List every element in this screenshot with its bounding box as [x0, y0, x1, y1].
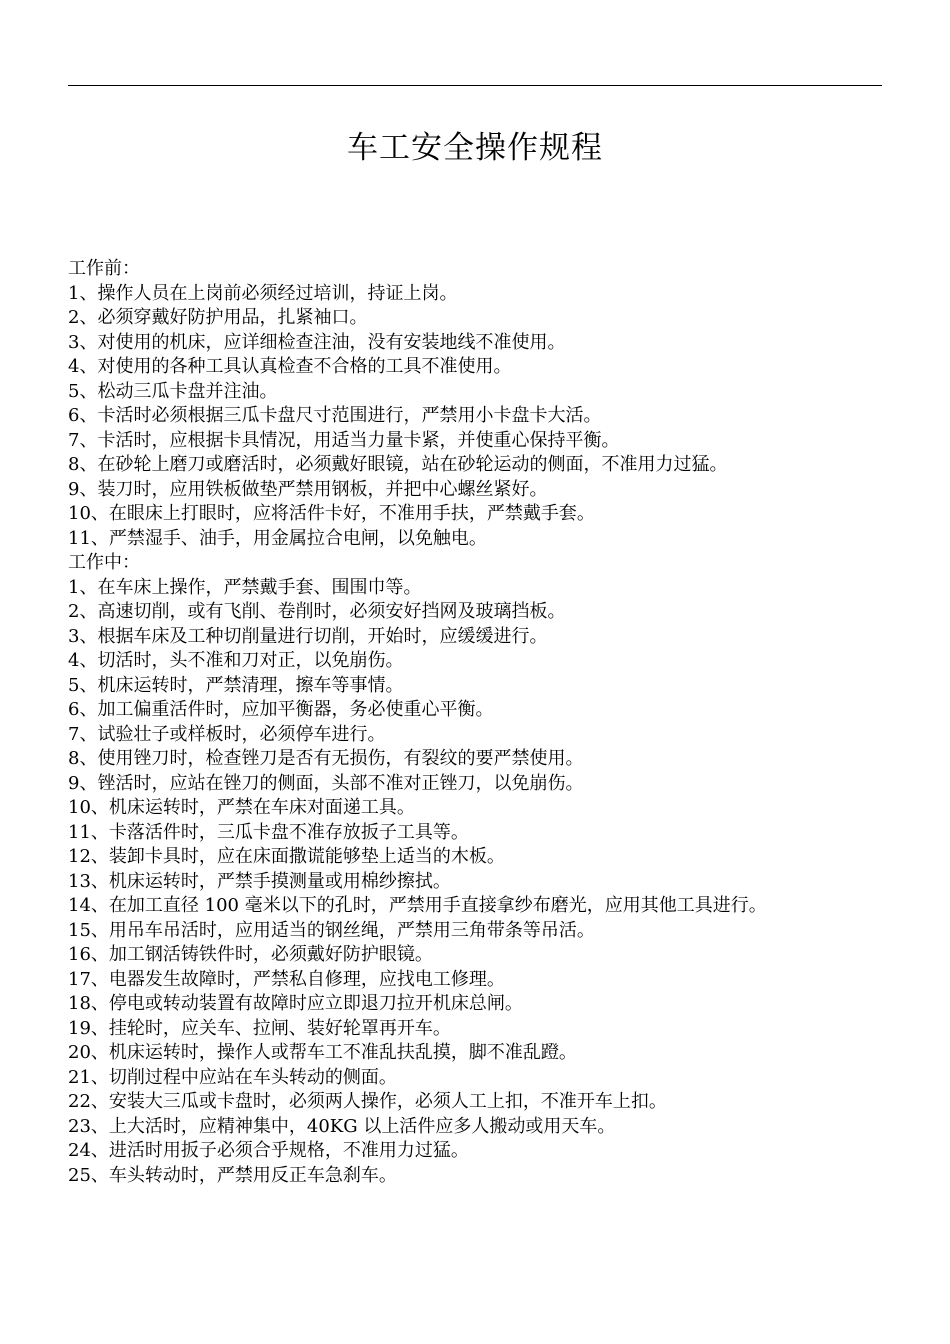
list-item: 5、机床运转时，严禁清理，擦车等事情。	[68, 674, 404, 696]
list-item: 1、在车床上操作，严禁戴手套、围围巾等。	[68, 576, 422, 598]
list-item: 12、装卸卡具时，应在床面撒谎能够垫上适当的木板。	[68, 846, 505, 867]
list-item: 10、机床运转时，严禁在车床对面递工具。	[68, 797, 415, 818]
list-item: 16、加工钢活铸铁件时，必须戴好防护眼镜。	[68, 944, 433, 965]
list-item: 1、操作人员在上岗前必须经过培训，持证上岗。	[68, 282, 458, 304]
list-item: 4、切活时，头不准和刀对正，以免崩伤。	[68, 650, 404, 671]
list-item: 21、切削过程中应站在车头转动的侧面。	[68, 1066, 397, 1088]
list-item: 8、在砂轮上磨刀或磨活时，必须戴好眼镜，站在砂轮运动的侧面，不准用力过猛。	[68, 454, 728, 475]
list-item: 24、进活时用扳子必须合乎规格，不准用力过猛。	[68, 1140, 469, 1161]
list-item: 8、使用锉刀时，检查锉刀是否有无损伤，有裂纹的要严禁使用。	[68, 748, 584, 769]
section-heading-before-work: 工作前：	[68, 258, 140, 279]
list-item: 20、机床运转时，操作人或帮车工不准乱扶乱摸，脚不准乱蹬。	[68, 1042, 577, 1063]
document-title: 车工安全操作规程	[347, 130, 603, 166]
list-item: 2、必须穿戴好防护用品，扎紧袖口。	[68, 307, 368, 328]
list-item: 7、试验壮子或样板时，必须停车进行。	[68, 723, 386, 745]
list-item: 17、电器发生故障时，严禁私自修理，应找电工修理。	[68, 968, 505, 990]
list-item: 7、卡活时，应根据卡具情况，用适当力量卡紧，并使重心保持平衡。	[68, 429, 620, 451]
list-item: 22、安装大三瓜或卡盘时，必须两人操作，必须人工上扣，不准开车上扣。	[68, 1091, 667, 1112]
list-item: 13、机床运转时，严禁手摸测量或用棉纱擦拭。	[68, 870, 451, 892]
list-item: 5、松动三瓜卡盘并注油。	[68, 380, 278, 402]
list-item: 23、上大活时，应精神集中，40KG 以上活件应多人搬动或用天车。	[68, 1115, 616, 1137]
list-item: 6、加工偏重活件时，应加平衡器，务必使重心平衡。	[68, 699, 494, 720]
list-item: 10、在眼床上打眼时，应将活件卡好，不准用手扶，严禁戴手套。	[68, 503, 595, 524]
header-rule	[68, 85, 882, 86]
list-item: 19、挂轮时，应关车、拉闸、装好轮罩再开车。	[68, 1017, 451, 1039]
list-item: 18、停电或转动装置有故障时应立即退刀拉开机床总闸。	[68, 993, 523, 1014]
list-item: 3、根据车床及工种切削量进行切削，开始时，应缓缓进行。	[68, 625, 548, 647]
list-item: 4、对使用的各种工具认真检查不合格的工具不准使用。	[68, 356, 512, 377]
list-item: 14、在加工直径 100 毫米以下的孔时，严禁用手直接拿纱布磨光，应用其他工具进行。	[68, 895, 767, 916]
document-body	[68, 257, 886, 1188]
section-heading-during-work: 工作中：	[68, 552, 140, 573]
list-item: 15、用吊车吊活时，应用适当的钢丝绳，严禁用三角带条等吊活。	[68, 919, 595, 941]
list-item: 6、卡活时必须根据三瓜卡盘尺寸范围进行，严禁用小卡盘卡大活。	[68, 405, 602, 426]
list-item: 11、卡落活件时，三瓜卡盘不准存放扳子工具等。	[68, 821, 469, 843]
list-item: 3、对使用的机床，应详细检查注油，没有安装地线不准使用。	[68, 331, 566, 353]
list-item: 9、装刀时，应用铁板做垫严禁用钢板，并把中心螺丝紧好。	[68, 478, 548, 500]
list-item: 25、车头转动时，严禁用反正车急刹车。	[68, 1164, 397, 1186]
list-item: 2、高速切削，或有飞削、卷削时，必须安好挡网及玻璃挡板。	[68, 601, 566, 622]
list-item: 9、锉活时，应站在锉刀的侧面，头部不准对正锉刀，以免崩伤。	[68, 772, 584, 794]
list-item: 11、严禁湿手、油手，用金属拉合电闸，以免触电。	[68, 527, 487, 549]
